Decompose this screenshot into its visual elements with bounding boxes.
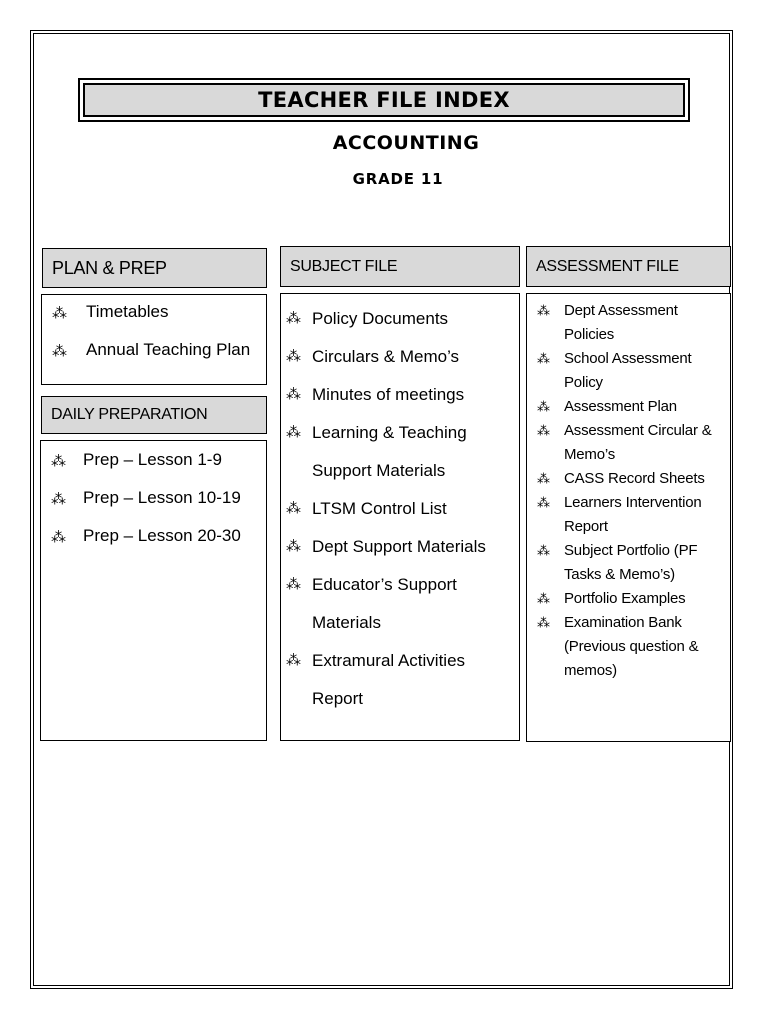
asterism-icon: ⁂	[537, 495, 550, 510]
asterism-icon: ⁂	[286, 348, 301, 365]
asterism-icon: ⁂	[52, 305, 67, 322]
list-item-text: Dept Assessment Policies	[564, 302, 678, 343]
list-item-text: Examination Bank (Previous question & memos)	[564, 614, 699, 679]
list-item-text: Extramural Activities Report	[312, 651, 466, 708]
asterism-icon: ⁂	[537, 591, 550, 606]
list-item-text: Subject Portfolio (PF Tasks & Memo’s)	[564, 542, 698, 583]
title-banner	[78, 78, 690, 122]
list-item-text: CASS Record Sheets	[564, 470, 705, 487]
list-item-text: Annual Teaching Plan	[86, 340, 251, 359]
asterism-icon: ⁂	[286, 386, 301, 403]
asterism-icon: ⁂	[51, 529, 66, 546]
title-banner-inner	[83, 83, 685, 117]
asterism-icon: ⁂	[537, 423, 550, 438]
assessment-file-list-box	[526, 293, 731, 742]
asterism-icon: ⁂	[51, 453, 66, 470]
list-item-text: School Assessment Policy	[564, 350, 692, 391]
list-item-text: Educator’s Support Materials	[312, 575, 457, 632]
list-item-text: Portfolio Examples	[564, 590, 686, 607]
asterism-icon: ⁂	[286, 310, 301, 327]
daily-preparation-heading: DAILY PREPARATION	[51, 406, 208, 423]
list-item	[537, 587, 730, 611]
list-item	[286, 490, 519, 528]
assessment-file-heading: ASSESSMENT FILE	[536, 257, 679, 275]
list-item-text: Policy Documents	[312, 309, 449, 328]
plan-prep-heading: PLAN & PREP	[52, 257, 167, 278]
list-item	[537, 419, 730, 467]
list-item	[286, 338, 519, 376]
assessment-file-heading-box	[526, 246, 731, 287]
list-item	[286, 300, 519, 338]
subject-file-heading-box	[280, 246, 520, 287]
list-item	[537, 467, 730, 491]
subject-file-list-box	[280, 293, 520, 741]
plan-prep-list	[42, 295, 266, 377]
list-item-text: Prep – Lesson 20-30	[83, 526, 241, 545]
list-item	[286, 376, 519, 414]
list-item-text: LTSM Control List	[312, 499, 447, 518]
list-item	[286, 528, 519, 566]
list-item	[537, 491, 730, 539]
asterism-icon: ⁂	[537, 351, 550, 366]
daily-preparation-heading-box	[41, 396, 267, 434]
page-title: TEACHER FILE INDEX	[258, 88, 510, 112]
list-item-text: Prep – Lesson 1-9	[83, 450, 222, 469]
plan-prep-heading-box	[42, 248, 267, 288]
list-item	[51, 487, 266, 525]
asterism-icon: ⁂	[537, 399, 550, 414]
list-item-text: Learners Intervention Report	[564, 494, 702, 535]
list-item	[537, 395, 730, 419]
asterism-icon: ⁂	[537, 471, 550, 486]
daily-preparation-list	[41, 441, 266, 563]
subject-name: ACCOUNTING	[332, 132, 480, 154]
list-item	[286, 414, 519, 490]
list-item	[51, 525, 266, 563]
asterism-icon: ⁂	[286, 424, 301, 441]
asterism-icon: ⁂	[52, 343, 67, 360]
assessment-file-list	[527, 294, 730, 683]
asterism-icon: ⁂	[537, 615, 550, 630]
asterism-icon: ⁂	[51, 491, 66, 508]
subject-file-heading: SUBJECT FILE	[290, 257, 398, 275]
asterism-icon: ⁂	[286, 576, 301, 593]
list-item	[537, 539, 730, 587]
list-item-text: Dept Support Materials	[312, 537, 486, 556]
grade-label: GRADE 11	[352, 170, 444, 188]
plan-prep-list-box	[41, 294, 267, 385]
list-item	[51, 449, 266, 487]
asterism-icon: ⁂	[286, 538, 301, 555]
list-item-text: Timetables	[86, 302, 169, 321]
list-item-text: Learning & Teaching Support Materials	[312, 423, 467, 480]
list-item	[537, 611, 730, 683]
list-item	[537, 347, 730, 395]
list-item-text: Circulars & Memo’s	[312, 347, 460, 366]
list-item	[52, 339, 266, 377]
list-item-text: Minutes of meetings	[312, 385, 465, 404]
list-item	[537, 299, 730, 347]
asterism-icon: ⁂	[537, 543, 550, 558]
list-item-text: Prep – Lesson 10-19	[83, 488, 241, 507]
list-item-text: Assessment Circular & Memo’s	[564, 422, 712, 463]
subject-file-list	[281, 294, 519, 718]
asterism-icon: ⁂	[286, 652, 301, 669]
list-item-text: Assessment Plan	[564, 398, 677, 415]
asterism-icon: ⁂	[537, 303, 550, 318]
asterism-icon: ⁂	[286, 500, 301, 517]
list-item	[286, 642, 519, 718]
daily-preparation-list-box	[40, 440, 267, 741]
list-item	[286, 566, 519, 642]
list-item	[52, 301, 266, 339]
